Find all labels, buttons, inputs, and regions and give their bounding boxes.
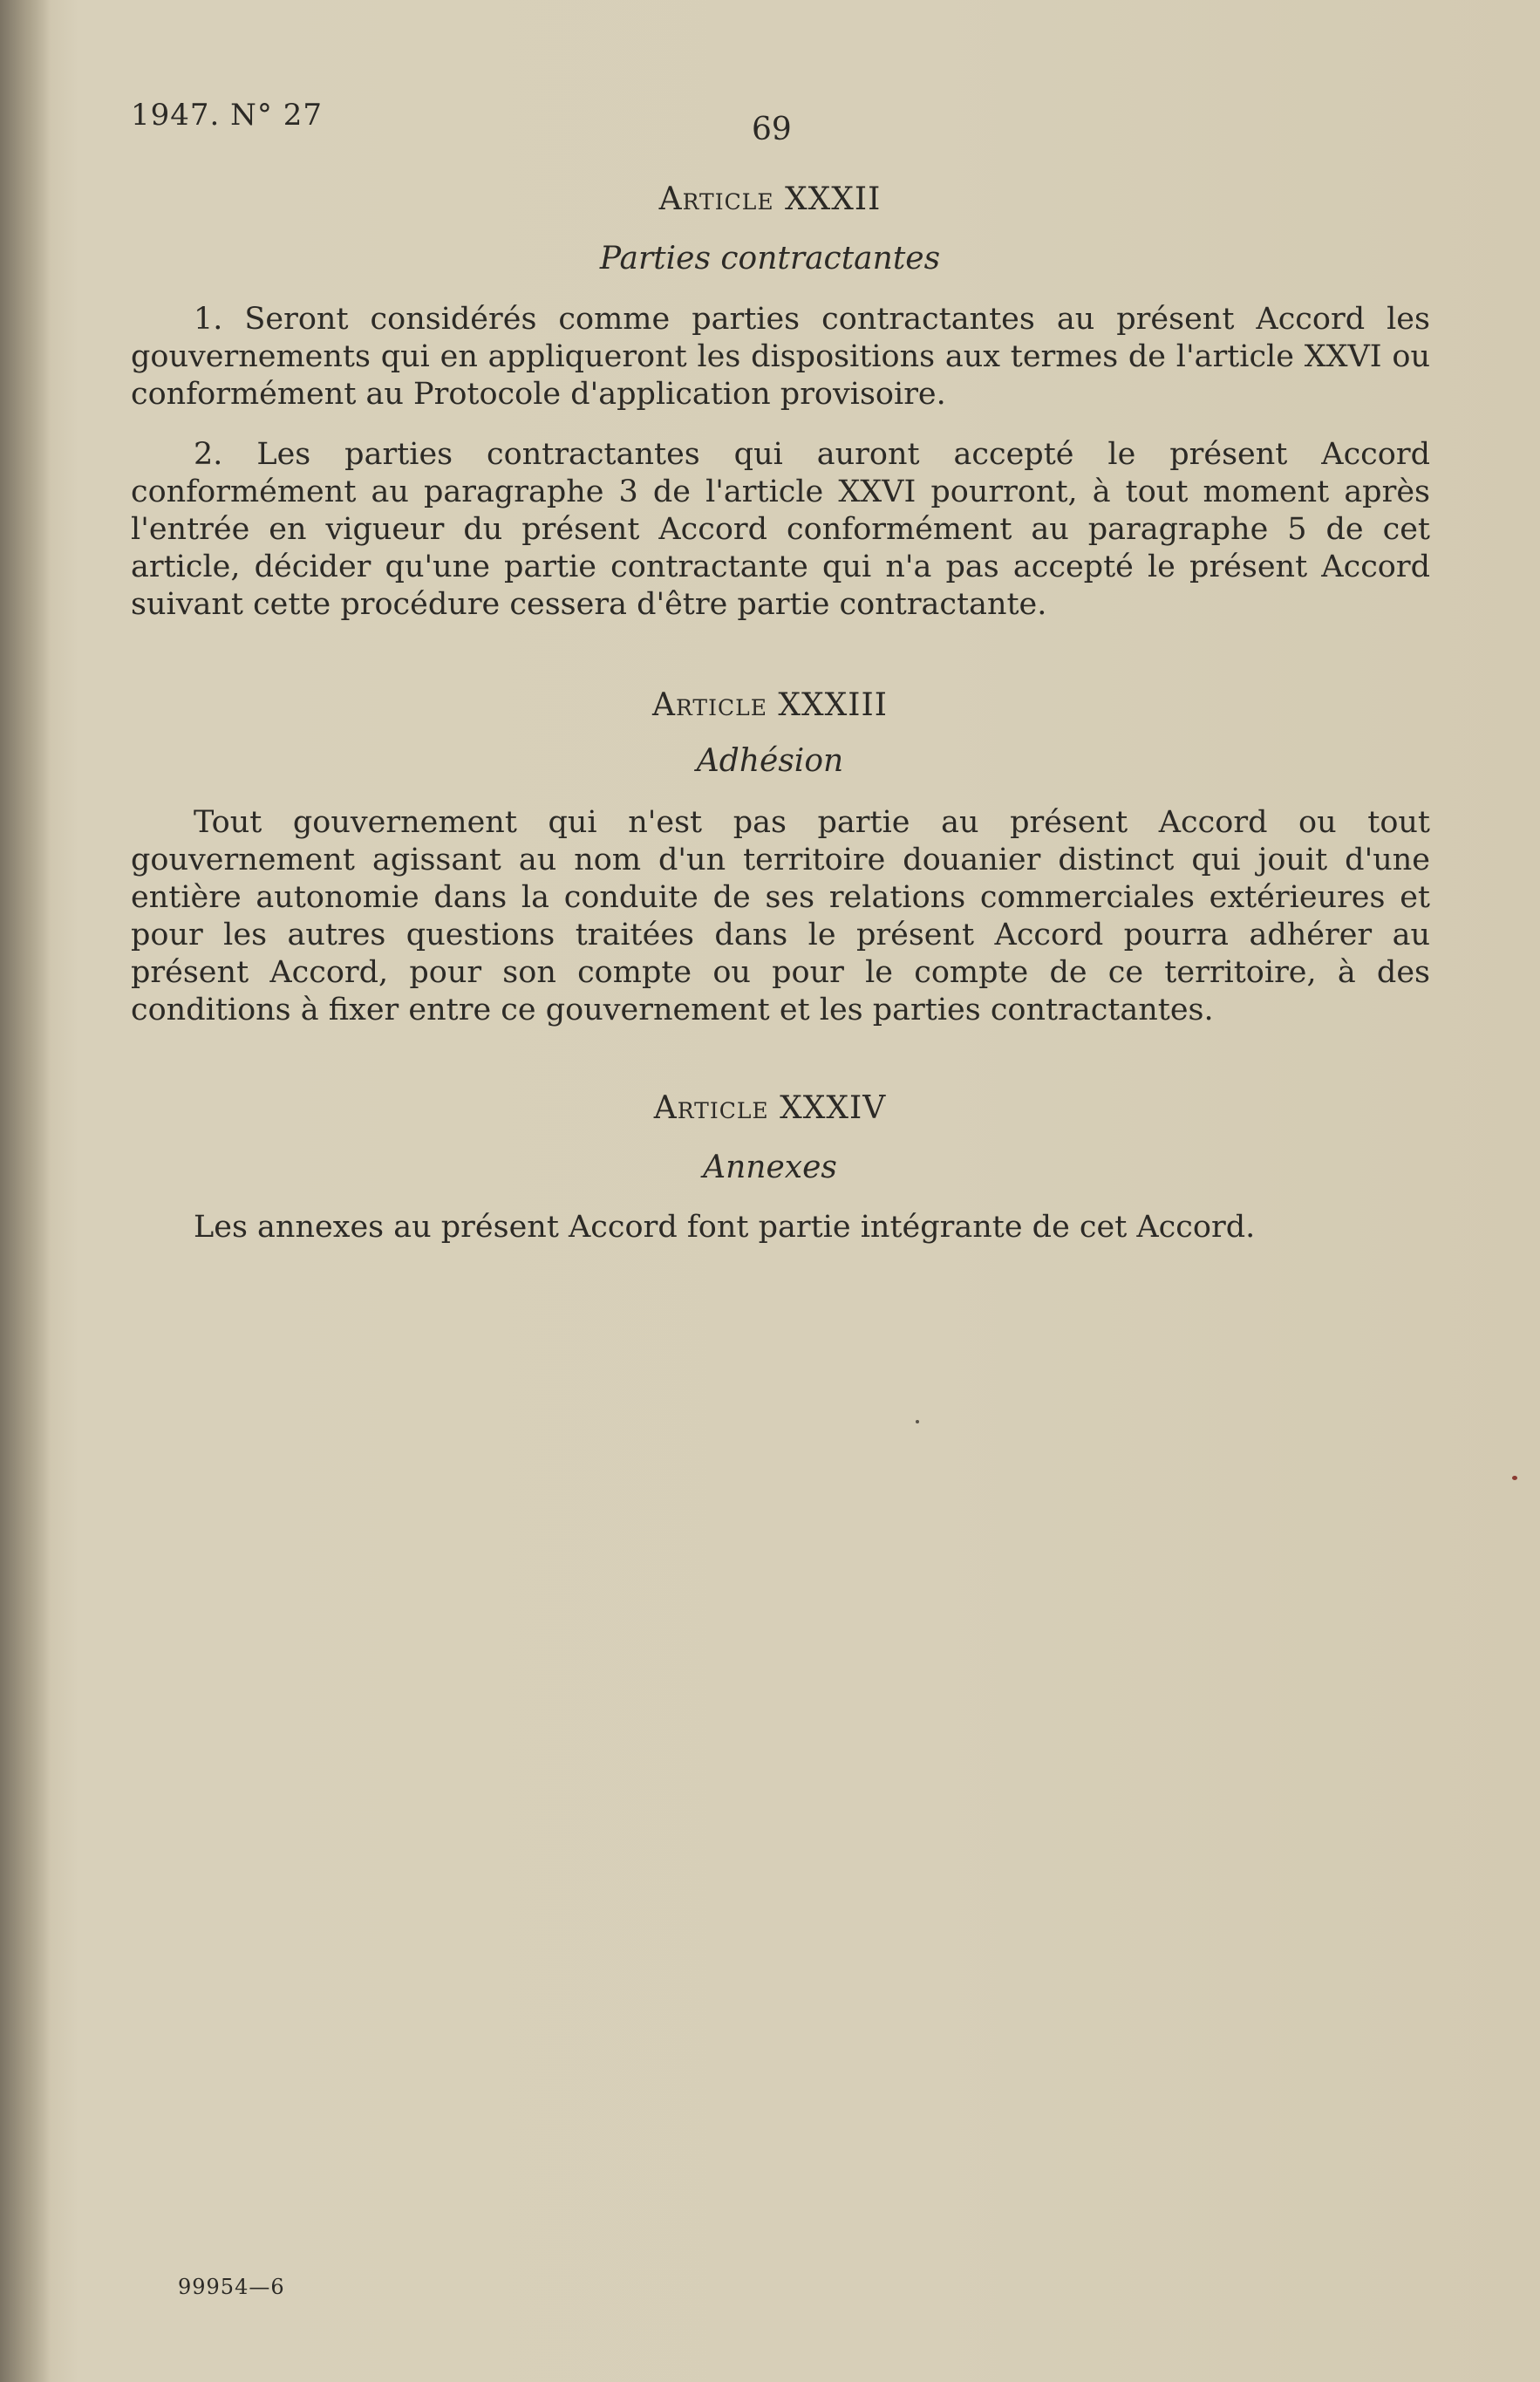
paper-speck [916,1420,919,1423]
article-32-subtitle: Parties contractantes [599,241,941,276]
article-32-paragraph-2: 2. Les parties contractantes qui auront accepté le présent Accord conformément au paragraphe 3 de l'article XXVI pourront, à tout moment après l'entrée en vigueur du présent Accord conformément au paragraphe 5 de cet article, décider qu'une partie contractante qui n'a pas accepté le présent Accord suivant cette procédure cessera d'être partie contractante. [131,437,1430,622]
page-number: 69 [752,112,792,147]
running-header: 1947. N° 27 [131,98,323,133]
book-binding-shadow [0,0,51,2382]
article-33-paragraph-1: Tout gouvernement qui n'est pas partie au présent Accord ou tout gouvernement agissant au nom d'un territoire douanier distinct qui jouit d'une entière autonomie dans la conduite de ses relations commerciales extérieures et pour les autres questions traitées dans le présent Accord pourra adhérer au présent Accord, pour son compte ou pour le compte de ce territoire, à des conditions à fixer entre ce gouvernement et les parties contractantes. [131,805,1430,1027]
article-34-subtitle: Annexes [703,1150,837,1185]
article-34-title: Article XXXIV [653,1090,887,1126]
article-33-title: Article XXXIII [652,687,888,723]
paper-speck [1512,1476,1517,1480]
article-33-subtitle: Adhésion [696,743,844,779]
article-32-title: Article XXXII [658,181,882,217]
print-code: 99954—6 [178,2275,285,2299]
article-34-paragraph-1: Les annexes au présent Accord font partie intégrante de cet Accord. [194,1210,1256,1245]
article-32-paragraph-1: 1. Seront considérés comme parties contractantes au présent Accord les gouvernements qui en appliqueront les dispositions aux termes de l'article XXVI ou conformément au Protocole d'application provisoire. [131,302,1430,412]
